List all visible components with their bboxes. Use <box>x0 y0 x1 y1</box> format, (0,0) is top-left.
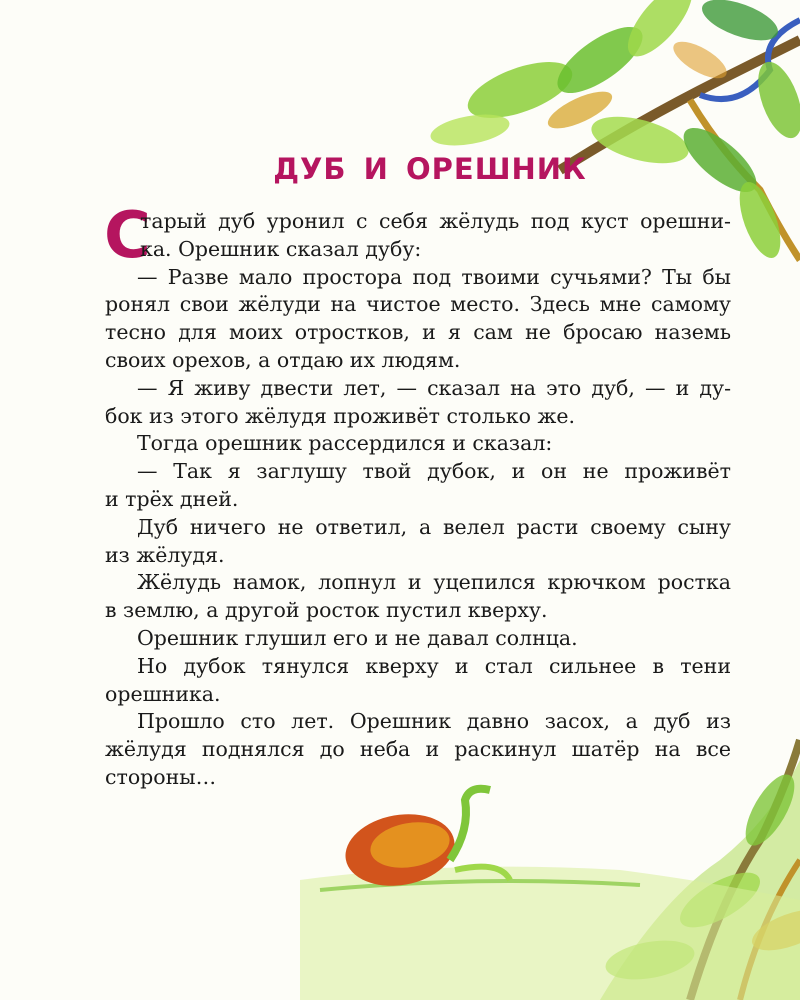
page-title: ДУБ И ОРЕШНИК <box>273 152 587 186</box>
text-line: из жёлудя. <box>105 542 225 567</box>
text-line: своих орехов, а отдаю их людям. <box>105 347 461 372</box>
text-line: Прошло сто лет. Орешник давно засох, а дуб из <box>137 709 731 734</box>
text-line: Дуб ничего не ответил, а велел расти своему сыну <box>137 514 731 539</box>
text-line: Но дубок тянулся кверху и стал сильнее в тени <box>137 653 731 678</box>
text-line: Тогда орешник рассердился и сказал: <box>137 431 553 456</box>
text-line: тесно для моих отростков, и я сам не бросаю наземь <box>105 320 731 345</box>
text-line: — Так я заглушу твой дубок, и он не проживёт <box>137 459 731 484</box>
drop-cap-letter: С <box>104 199 151 273</box>
text-line: орешника. <box>105 681 221 706</box>
text-line: — Я живу двести лет, — сказал на это дуб, — и ду- <box>137 375 731 400</box>
story-text <box>104 199 731 792</box>
text-line: бок из этого жёлудя проживёт столько же. <box>105 403 575 428</box>
text-line: Жёлудь намок, лопнул и уцепился крючком ростка <box>137 570 731 595</box>
ground-grass <box>300 867 800 1000</box>
text-line: ка. Орешник сказал дубу: <box>140 236 422 261</box>
text-line: и трёх дней. <box>105 486 239 511</box>
text-line: — Разве мало простора под твоими сучьями? Ты бы <box>137 264 731 289</box>
text-line: ронял свои жёлуди на чистое место. Здесь мне самому <box>105 292 731 317</box>
text-line: тарый дуб уронил с себя жёлудь под куст орешни- <box>140 209 731 233</box>
text-line: стороны… <box>105 764 217 789</box>
text-line: Орешник глушил его и не давал солнца. <box>137 625 578 650</box>
text-line: жёлудя поднялся до неба и раскинул шатёр на все <box>105 737 731 762</box>
text-line: в землю, а другой росток пустил кверху. <box>105 598 548 623</box>
